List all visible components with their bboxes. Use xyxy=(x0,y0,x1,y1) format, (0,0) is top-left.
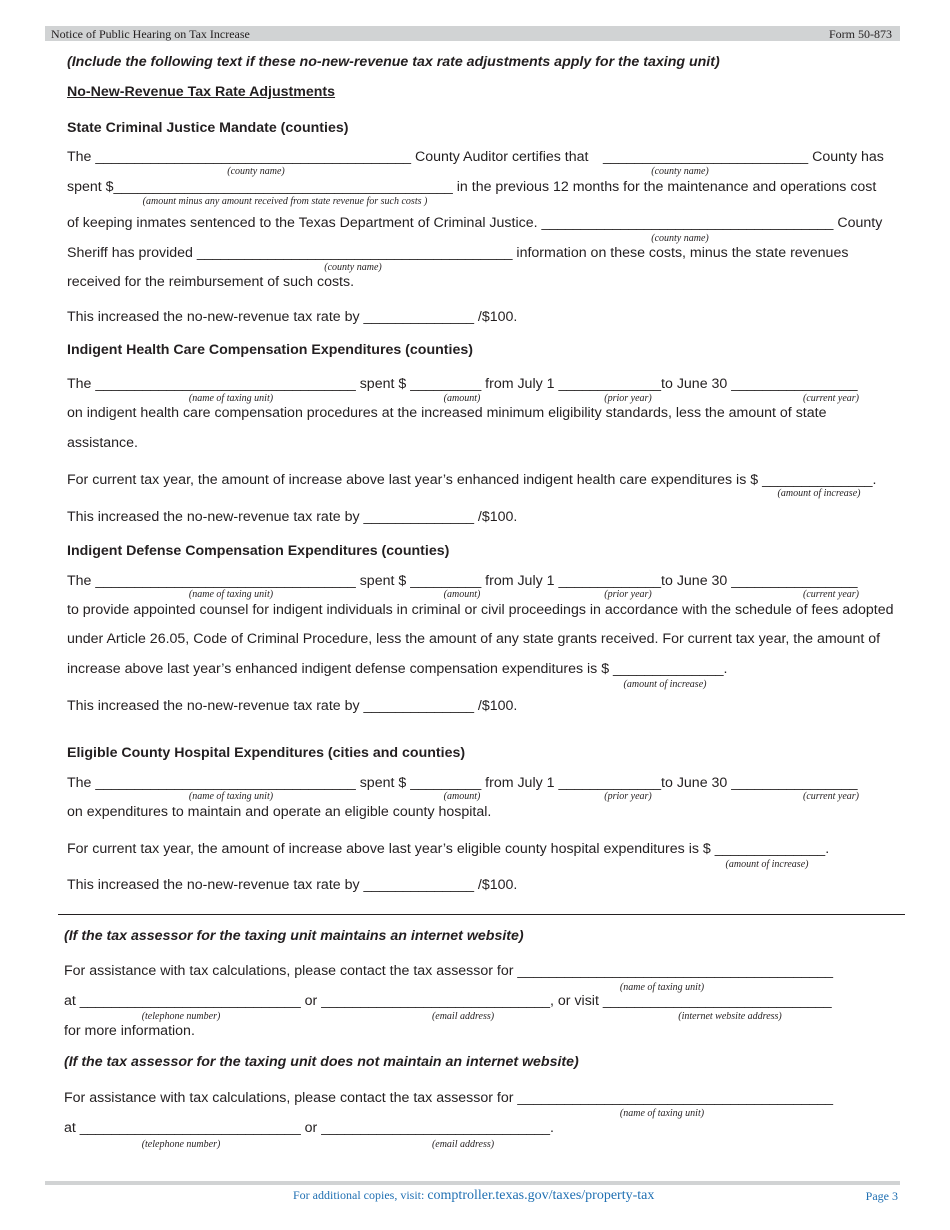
s1-line-3: of keeping inmates sentenced to the Texas Department of Criminal Justice. _____________________________________ County xyxy=(67,215,883,231)
comptroller-link[interactable]: comptroller.texas.gov/taxes/property-tax xyxy=(427,1188,655,1203)
caption-prior-year: (prior year) xyxy=(604,589,652,600)
section-title: No-New-Revenue Tax Rate Adjustments xyxy=(67,84,336,100)
caption-current-year: (current year) xyxy=(803,393,859,404)
s6-heading: (If the tax assessor for the taxing unit does not maintain an internet website) xyxy=(64,1054,579,1070)
caption-name-of-taxing-unit: (name of taxing unit) xyxy=(188,393,274,404)
s2-the-line: The _________________________________ spent $ _________ from July 1 _____________to June 30 ________________ xyxy=(67,376,858,392)
section-divider xyxy=(58,914,905,915)
caption-amount: (amount) xyxy=(443,589,481,600)
header-bar xyxy=(45,26,900,41)
header-title: Notice of Public Hearing on Tax Increase xyxy=(51,27,250,41)
caption-current-year: (current year) xyxy=(803,791,859,802)
s4-heading: Eligible County Hospital Expenditures (cities and counties) xyxy=(67,745,466,761)
caption-name-of-taxing-unit: (name of taxing unit) xyxy=(619,1108,705,1119)
s3-the-line: The _________________________________ spent $ _________ from July 1 _____________to June 30 ________________ xyxy=(67,573,858,589)
caption-amount-minus: (amount minus any amount received from state revenue for such costs ) xyxy=(142,196,428,207)
s1-rate-line: This increased the no-new-revenue tax rate by ______________ /$100. xyxy=(67,309,518,325)
caption-amount: (amount) xyxy=(443,393,481,404)
s5-line-1: For assistance with tax calculations, please contact the tax assessor for ________________________________________ xyxy=(64,963,834,979)
caption-name-of-taxing-unit: (name of taxing unit) xyxy=(188,589,274,600)
s3-line-4: increase above last year’s enhanced indigent defense compensation expenditures is $ ______________. xyxy=(67,661,728,677)
s3-heading: Indigent Defense Compensation Expenditures (counties) xyxy=(67,543,450,559)
s2-heading: Indigent Health Care Compensation Expenditures (counties) xyxy=(67,342,473,358)
caption-name-of-taxing-unit: (name of taxing unit) xyxy=(188,791,274,802)
s3-line-2: to provide appointed counsel for indigent individuals in criminal or civil proceedings in accordance with the schedule of fees adopted xyxy=(67,602,894,618)
caption-internet-website-address: (internet website address) xyxy=(678,1011,782,1022)
s1-line-1b: __________________________ County has xyxy=(603,149,884,165)
s6-line-2: at ____________________________ or _____________________________. xyxy=(64,1120,554,1136)
caption-county-name: (county name) xyxy=(651,166,709,177)
caption-county-name: (county name) xyxy=(227,166,285,177)
caption-prior-year: (prior year) xyxy=(604,791,652,802)
caption-amount-of-increase: (amount of increase) xyxy=(777,488,861,499)
caption-amount: (amount) xyxy=(443,791,481,802)
caption-telephone-number: (telephone number) xyxy=(141,1011,221,1022)
caption-telephone-number: (telephone number) xyxy=(141,1139,221,1150)
s4-line-3: For current tax year, the amount of increase above last year’s eligible county hospital expenditures is $ ______________. xyxy=(67,841,830,857)
s1-line-2: spent $___________________________________________ in the previous 12 months for the maintenance and operations cost xyxy=(67,179,877,195)
s2-line-3: assistance. xyxy=(67,435,138,451)
s1-line-1a: The ________________________________________ County Auditor certifies that xyxy=(67,149,589,165)
form-number: Form 50-873 xyxy=(829,27,892,41)
s1-heading: State Criminal Justice Mandate (counties) xyxy=(67,120,349,136)
s6-line-1: For assistance with tax calculations, please contact the tax assessor for ________________________________________ xyxy=(64,1090,834,1106)
s5-heading: (If the tax assessor for the taxing unit maintains an internet website) xyxy=(64,928,524,944)
s5-line-3: for more information. xyxy=(64,1023,195,1039)
caption-current-year: (current year) xyxy=(803,589,859,600)
caption-email-address: (email address) xyxy=(431,1139,495,1150)
s4-rate-line: This increased the no-new-revenue tax rate by ______________ /$100. xyxy=(67,877,518,893)
caption-county-name: (county name) xyxy=(324,262,382,273)
page-number: Page 3 xyxy=(865,1189,898,1203)
s4-line-2: on expenditures to maintain and operate an eligible county hospital. xyxy=(67,804,492,820)
caption-prior-year: (prior year) xyxy=(604,393,652,404)
caption-amount-of-increase: (amount of increase) xyxy=(725,859,809,870)
s3-line-3: under Article 26.05, Code of Criminal Procedure, less the amount of any state grants received. For current tax year, the amount of xyxy=(67,631,881,647)
s4-the-line: The _________________________________ spent $ _________ from July 1 _____________to June 30 ________________ xyxy=(67,775,858,791)
s5-line-2: at ____________________________ or _____________________________, or visit _____________________________ xyxy=(64,993,832,1009)
s2-line-2: on indigent health care compensation procedures at the increased minimum eligibility standards, less the amount of state xyxy=(67,405,827,421)
footer-bar xyxy=(45,1181,900,1185)
s1-line-4: Sheriff has provided ________________________________________ information on these costs, minus the state revenues xyxy=(67,245,849,261)
caption-email-address: (email address) xyxy=(431,1011,495,1022)
footer-additional-copies xyxy=(293,1188,654,1204)
caption-name-of-taxing-unit: (name of taxing unit) xyxy=(619,982,705,993)
s2-rate-line: This increased the no-new-revenue tax rate by ______________ /$100. xyxy=(67,509,518,525)
caption-amount-of-increase: (amount of increase) xyxy=(623,679,707,690)
s3-rate-line: This increased the no-new-revenue tax rate by ______________ /$100. xyxy=(67,698,518,714)
intro-note: (Include the following text if these no-new-revenue tax rate adjustments apply for the taxing unit) xyxy=(67,54,720,70)
footer-prefix: For additional copies, visit: xyxy=(293,1188,428,1202)
caption-county-name: (county name) xyxy=(651,233,709,244)
s2-line-4: For current tax year, the amount of increase above last year’s enhanced indigent health care expenditures is $ ______________. xyxy=(67,472,877,488)
s1-line-5: received for the reimbursement of such costs. xyxy=(67,274,355,290)
